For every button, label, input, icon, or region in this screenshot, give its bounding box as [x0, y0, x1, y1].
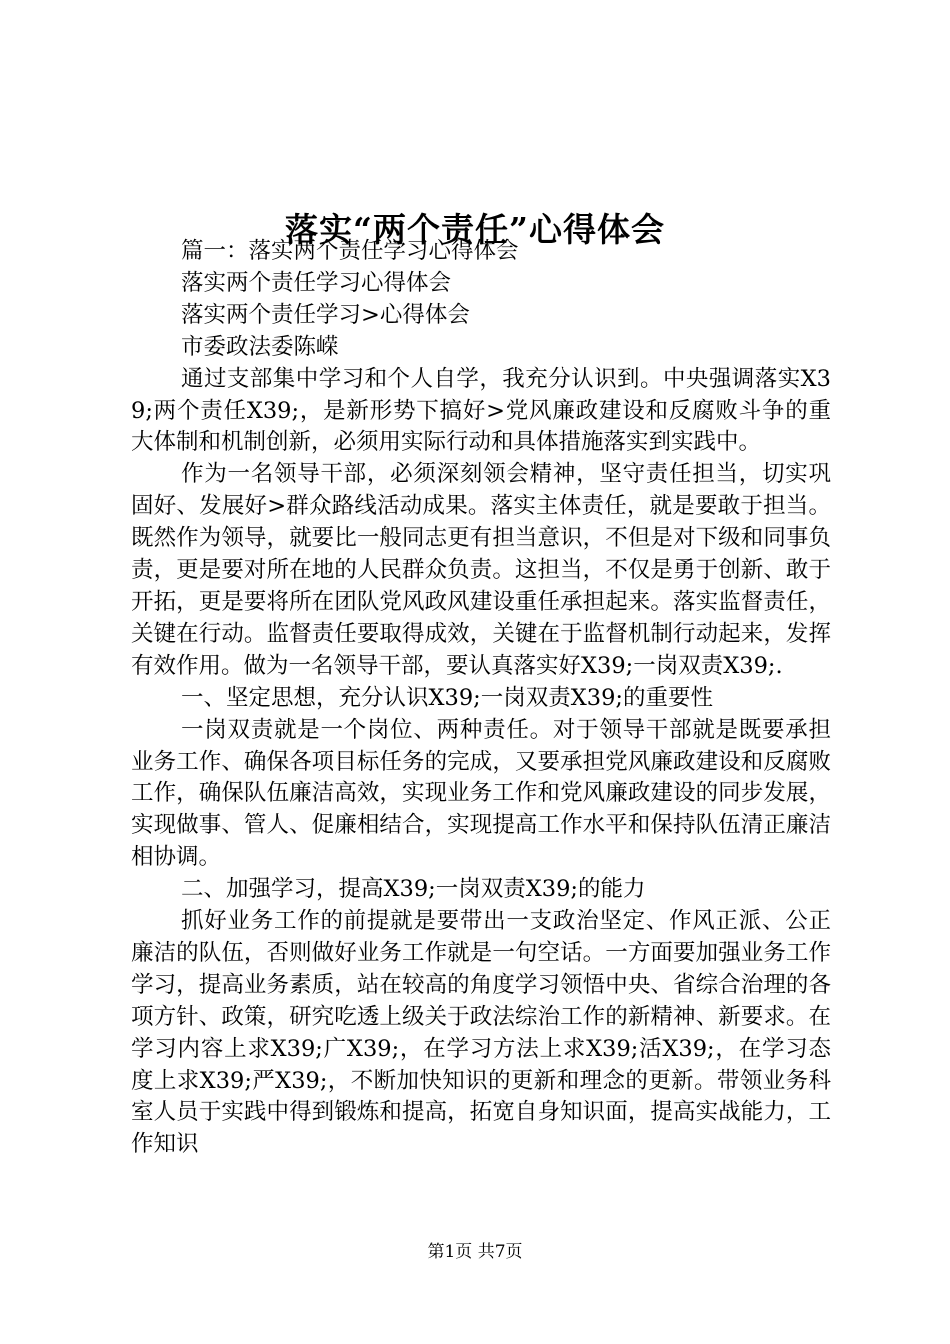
paragraph-author: 市委政法委陈嵘 [181, 333, 339, 360]
paragraph-section-two: 抓好业务工作的前提就是要带出一支政治坚定、作风正派、公正廉洁的队伍，否则做好业务工作就是一句空话。一方面要加强业务工作学习，提高业务素质，站在较高的角度学习领悟中央、省综合治理的各项方针、政策，研究吃透上级关于政法综治工作的新精神、新要求。在学习内容上求X39;广X39;，在学习方法上求X39;活X39;，在学习态度上求X39;严X39;，不断加快知识的更新和理念的更新。带领业务科室人员于实践中得到锻炼和提高，拓宽自身知识面，提高实战能力，工作知识 [131, 908, 831, 1158]
paragraph-subtitle: 落实两个责任学习心得体会 [181, 269, 452, 296]
section-heading-one: 一、坚定思想，充分认识X39;一岗双责X39;的重要性 [181, 684, 713, 711]
paragraph-responsibility: 作为一名领导干部，必须深刻领会精神，坚守责任担当，切实巩固好、发展好>群众路线活动成果。落实主体责任，就是要敢于担当。既然作为领导，就要比一般同志更有担当意识，不但是对下级和同事负责，更是要对所在地的人民群众负责。这担当，不仅是勇于创新、敢于开拓，更是要将所在团队党风政风建设重任承担起来。落实监督责任，关键在行动。监督责任要取得成效，关键在于监督机制行动起来，发挥有效作用。做为一名领导干部，要认真落实好X39;一岗双责X39;. [131, 461, 831, 679]
paragraph-subtitle-link: 落实两个责任学习>心得体会 [181, 301, 470, 328]
paragraph-intro: 通过支部集中学习和个人自学，我充分认识到。中央强调落实X39;两个责任X39;，是新形势下搞好>党风廉政建设和反腐败斗争的重大体制和机制创新，必须用实际行动和具体措施落实到实践中。 [131, 365, 831, 456]
paragraph-article-heading: 篇一：落实两个责任学习心得体会 [181, 238, 519, 264]
document-title: 落实“两个责任”心得体会 [285, 210, 665, 250]
paragraph-section-one: 一岗双责就是一个岗位、两种责任。对于领导干部就是既要承担业务工作、确保各项目标任务的完成，又要承担党风廉政建设和反腐败工作，确保队伍廉洁高效，实现业务工作和党风廉政建设的同步发展，实现做事、管人、促廉相结合，实现提高工作水平和保持队伍清正廉洁相协调。 [131, 716, 831, 871]
document-body [131, 236, 831, 1161]
section-heading-two: 二、加强学习，提高X39;一岗双责X39;的能力 [181, 876, 646, 903]
page-number-footer: 第1页 共7页 [427, 1242, 523, 1262]
